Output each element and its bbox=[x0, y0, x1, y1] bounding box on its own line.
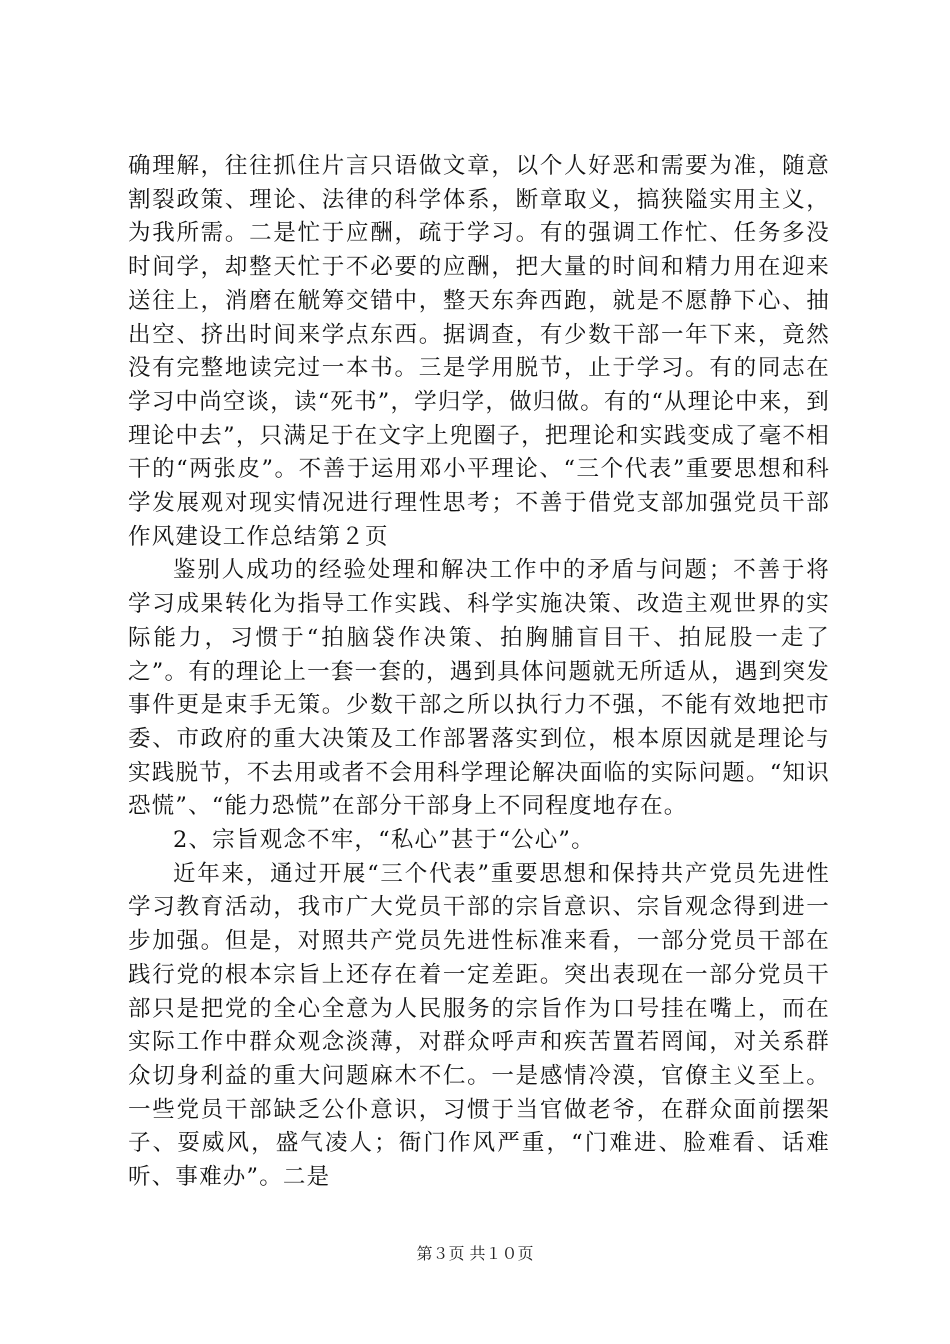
document-body bbox=[128, 150, 830, 1195]
paragraph: 近年来，通过开展“三个代表”重要思想和保持共产党员先进性学习教育活动，我市广大党员干部的宗旨意识、宗旨观念得到进一步加强。但是，对照共产党员先进性标准来看，一部分党员干部在践行党的根本宗旨上还存在着一定差距。突出表现在一部分党员干部只是把党的全心全意为人民服务的宗旨作为口号挂在嘴上，而在实际工作中群众观念淡薄，对群众呼声和疾苦置若罔闻，对关系群众切身利益的重大问题麻木不仁。一是感情冷漠，官僚主义至上。一些党员干部缺乏公仆意识，习惯于当官做老爷，在群众面前摆架子、耍威风，盛气凌人；衙门作风严重，“门难进、脸难看、话难听、事难办”。二是 bbox=[128, 860, 830, 1191]
paragraph: 鉴别人成功的经验处理和解决工作中的矛盾与问题；不善于将学习成果转化为指导工作实践、科学实施决策、改造主观世界的实际能力，习惯于“拍脑袋作决策、拍胸脯盲目干、拍屁股一走了之”。有的理论上一套一套的，遇到具体问题就无所适从，遇到突发事件更是束手无策。少数干部之所以执行力不强，不能有效地把市委、市政府的重大决策及工作部署落实到位，根本原因就是理论与实践脱节，不去用或者不会用科学理论解决面临的实际问题。“知识恐慌”、“能力恐慌”在部分干部身上不同程度地存在。 bbox=[128, 557, 830, 820]
section-heading: 2、宗旨观念不牢，“私心”甚于“公心”。 bbox=[173, 827, 595, 854]
page-footer: 第３页 共１０页 bbox=[416, 1244, 534, 1263]
paragraph-continued: 确理解，往往抓住片言只语做文章，以个人好恶和需要为准，随意割裂政策、理论、法律的科学体系，断章取义，搞狭隘实用主义，为我所需。二是忙于应酬，疏于学习。有的强调工作忙、任务多没时间学，却整天忙于不必要的应酬，把大量的时间和精力用在迎来送往上，消磨在觥筹交错中，整天东奔西跑，就是不愿静下心、抽出空、挤出时间来学点东西。据调查，有少数干部一年下来，竟然没有完整地读完过一本书。三是学用脱节，止于学习。有的同志在学习中尚空谈，读“死书”，学归学，做归做。有的“从理论中来，到理论中去”，只满足于在文字上兜圈子，把理论和实践变成了毫不相干的“两张皮”。不善于运用邓小平理论、“三个代表”重要思想和科学发展观对现实情况进行理性思考；不善于借党支部加强党员干部作风建设工作总结第２页 bbox=[128, 153, 830, 550]
